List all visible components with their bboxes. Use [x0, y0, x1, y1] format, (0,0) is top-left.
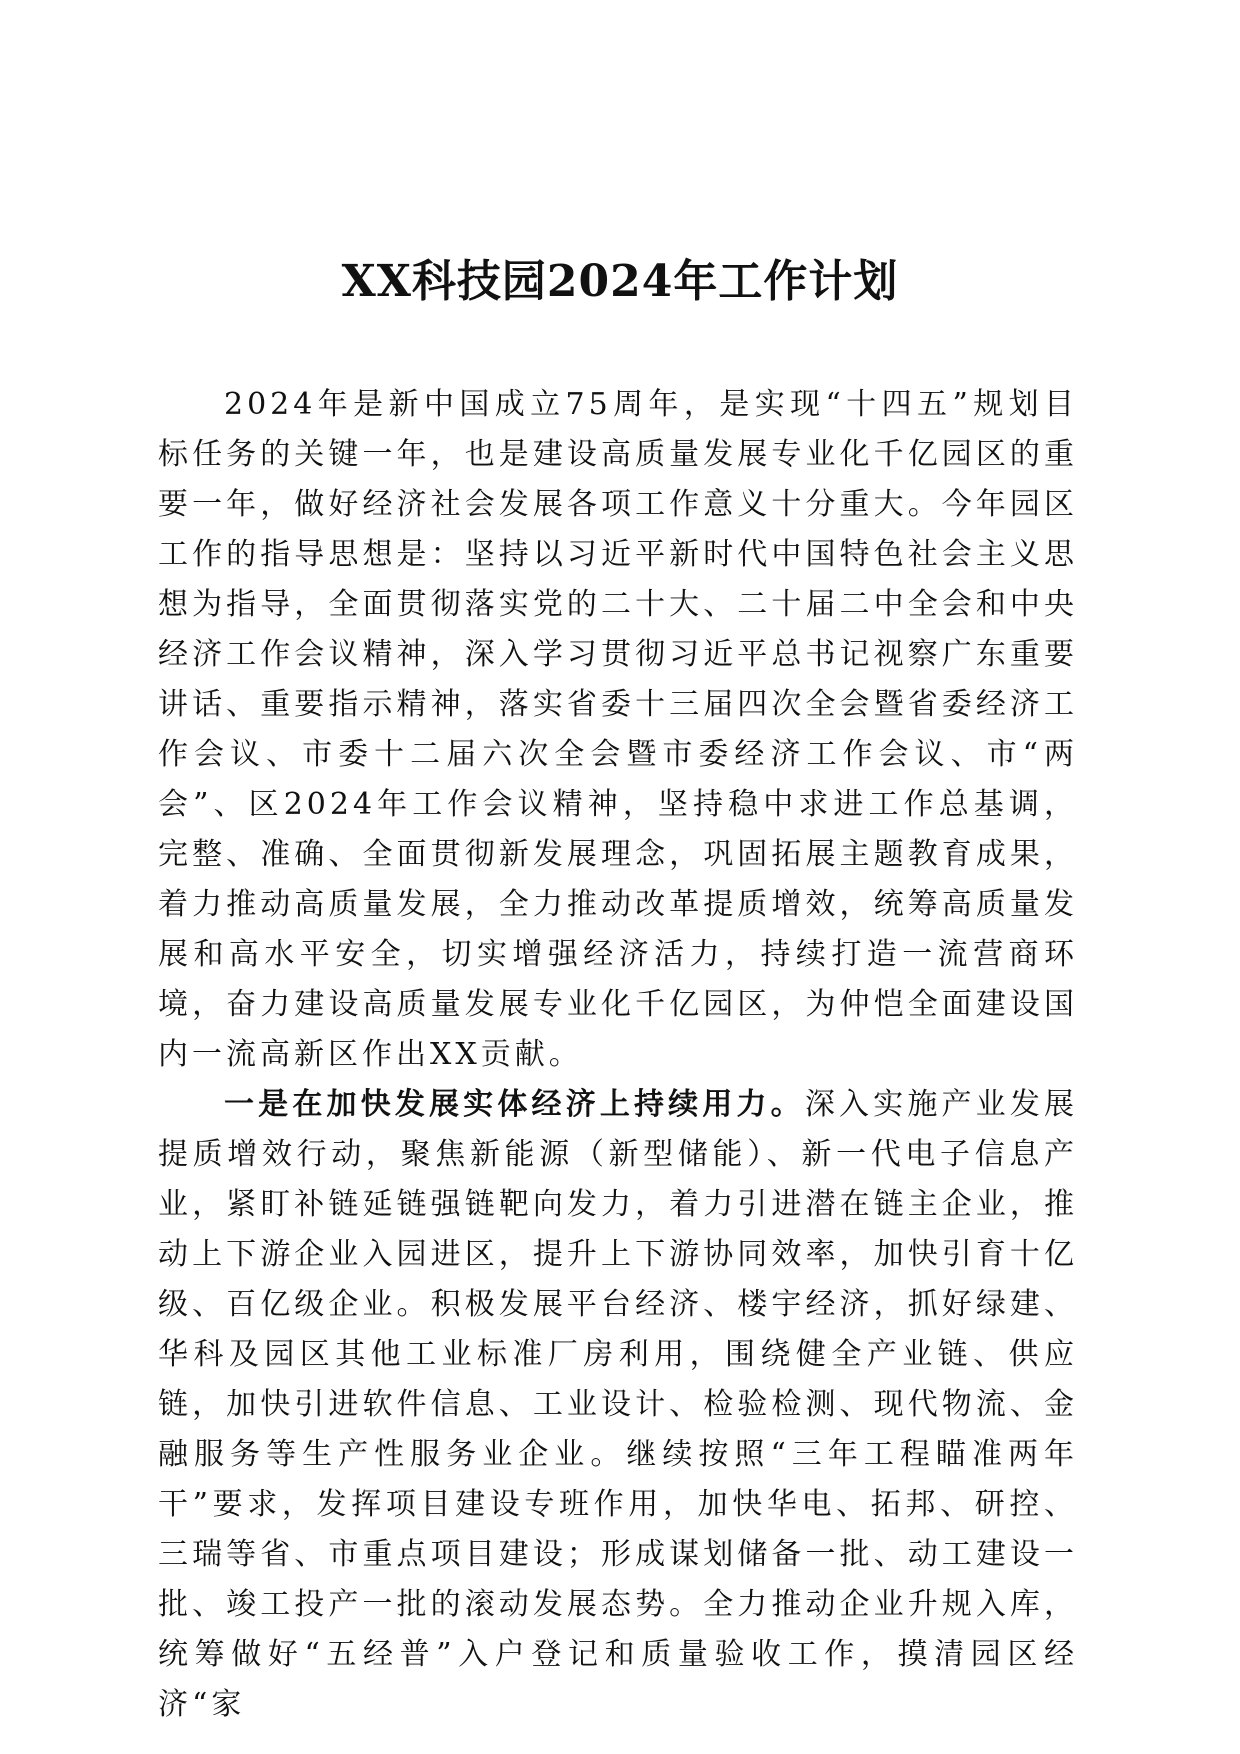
paragraph-lead: 一是在加快发展实体经济上持续用力。 [224, 1087, 805, 1122]
paragraph-item-one [158, 1080, 1078, 1730]
paragraph-text: 深入实施产业发展提质增效行动，聚焦新能源（新型储能）、新一代电子信息产业，紧盯补链延链强链靶向发力，着力引进潜在链主企业，推动上下游企业入园进区，提升上下游协同效率，加快引育十亿级、百亿级企业。积极发展平台经济、楼宇经济，抓好绿建、华科及园区其他工业标准厂房利用，围绕健全产业链、供应链，加快引进软件信息、工业设计、检验检测、现代物流、金融服务等生产性服务业企业。继续按照“三年工程瞄准两年干”要求，发挥项目建设专班作用，加快华电、拓邦、研控、三瑞等省、市重点项目建设；形成谋划储备一批、动工建设一批、竣工投产一批的滚动发展态势。全力推动企业升规入库，统筹做好“五经普”入户登记和质量验收工作，摸清园区经济“家 [158, 1087, 1079, 1722]
document-body [158, 380, 1078, 1730]
document-title: XX科技园2024年工作计划 [341, 256, 899, 307]
paragraph-intro [158, 380, 1078, 1080]
paragraph-text: 2024年是新中国成立75周年，是实现“十四五”规划目标任务的关键一年，也是建设高质量发展专业化千亿园区的重要一年，做好经济社会发展各项工作意义十分重大。今年园区工作的指导思想是：坚持以习近平新时代中国特色社会主义思想为指导，全面贯彻落实党的二十大、二十届二中全会和中央经济工作会议精神，深入学习贯彻习近平总书记视察广东重要讲话、重要指示精神，落实省委十三届四次全会暨省委经济工作会议、市委十二届六次全会暨市委经济工作会议、市“两会”、区2024年工作会议精神，坚持稳中求进工作总基调，完整、准确、全面贯彻新发展理念，巩固拓展主题教育成果，着力推动高质量发展，全力推动改革提质增效，统筹高质量发展和高水平安全，切实增强经济活力，持续打造一流营商环境，奋力建设高质量发展专业化千亿园区，为仲恺全面建设国内一流高新区作出XX贡献。 [158, 387, 1078, 1072]
